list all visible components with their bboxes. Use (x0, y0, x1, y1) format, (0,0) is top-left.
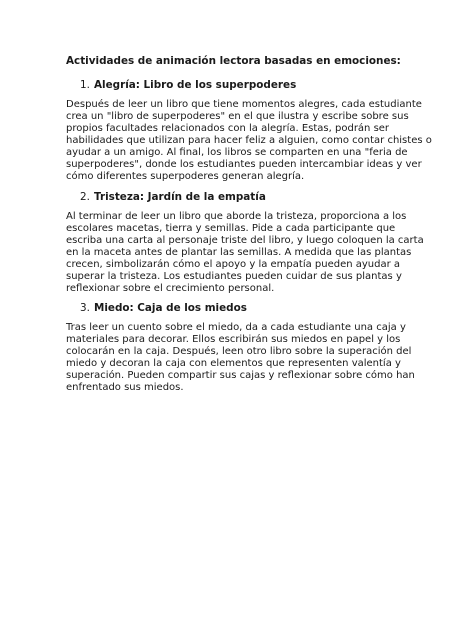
paragraph-line: enfrentado sus miedos. (66, 382, 184, 393)
section-heading-tristeza (80, 190, 266, 204)
section-paragraph-tristeza (66, 211, 424, 295)
paragraph-line: cómo diferentes superpoderes generan alegría. (66, 171, 305, 182)
paragraph-line: materiales para decorar. Ellos escribirán sus miedos en papel y los (66, 334, 401, 345)
paragraph-line: colocarán en la caja. Después, leen otro libro sobre la superación del (66, 346, 412, 357)
paragraph-line: crea un "libro de superpoderes" en el que ilustra y escribe sobre sus (66, 111, 409, 122)
paragraph-line: crecen, simbolizarán cómo el apoyo y la empatía pueden ayudar a (66, 259, 401, 270)
paragraph-line: Al terminar de leer un libro que aborde la tristeza, proporciona a los (66, 211, 407, 222)
paragraph-line: superación. Pueden compartir sus cajas y reflexionar sobre cómo han (66, 370, 415, 381)
paragraph-line: escriba una carta al personaje triste del libro, y luego coloquen la carta (66, 235, 424, 246)
document-title: Actividades de animación lectora basadas en emociones: (66, 55, 401, 67)
section-paragraph-alegria (66, 99, 432, 183)
section-title: Tristeza: Jardín de la empatía (94, 191, 266, 203)
paragraph-line: habilidades que utilizan para hacer feliz a alguien, como contar chistes o (66, 135, 432, 146)
section-number: 1. (80, 79, 90, 91)
paragraph-line: Después de leer un libro que tiene momentos alegres, cada estudiante (66, 99, 422, 110)
section-number: 3. (80, 302, 90, 314)
paragraph-line: reflexionar sobre el crecimiento personal. (66, 283, 275, 294)
paragraph-line: superar la tristeza. Los estudiantes pueden cuidar de sus plantas y (66, 271, 402, 282)
paragraph-line: miedo y decoran la caja con elementos que representen valentía y (66, 358, 401, 369)
paragraph-line: propios facultades relacionados con la alegría. Estas, podrán ser (66, 123, 390, 134)
paragraph-line: Tras leer un cuento sobre el miedo, da a cada estudiante una caja y (66, 322, 406, 333)
paragraph-line: en la maceta antes de plantar las semillas. A medida que las plantas (66, 247, 412, 258)
section-title: Alegría: Libro de los superpoderes (94, 79, 297, 91)
section-heading-alegria (80, 78, 296, 92)
section-number: 2. (80, 191, 90, 203)
paragraph-line: superpoderes", donde los estudiantes pueden intercambiar ideas y ver (66, 159, 422, 170)
paragraph-line: ayudar a un amigo. Al final, los libros se comparten en una "feria de (66, 147, 408, 158)
section-paragraph-miedo (66, 322, 415, 394)
section-title: Miedo: Caja de los miedos (94, 302, 247, 314)
paragraph-line: escolares macetas, tierra y semillas. Pide a cada participante que (66, 223, 396, 234)
section-heading-miedo (80, 301, 247, 315)
